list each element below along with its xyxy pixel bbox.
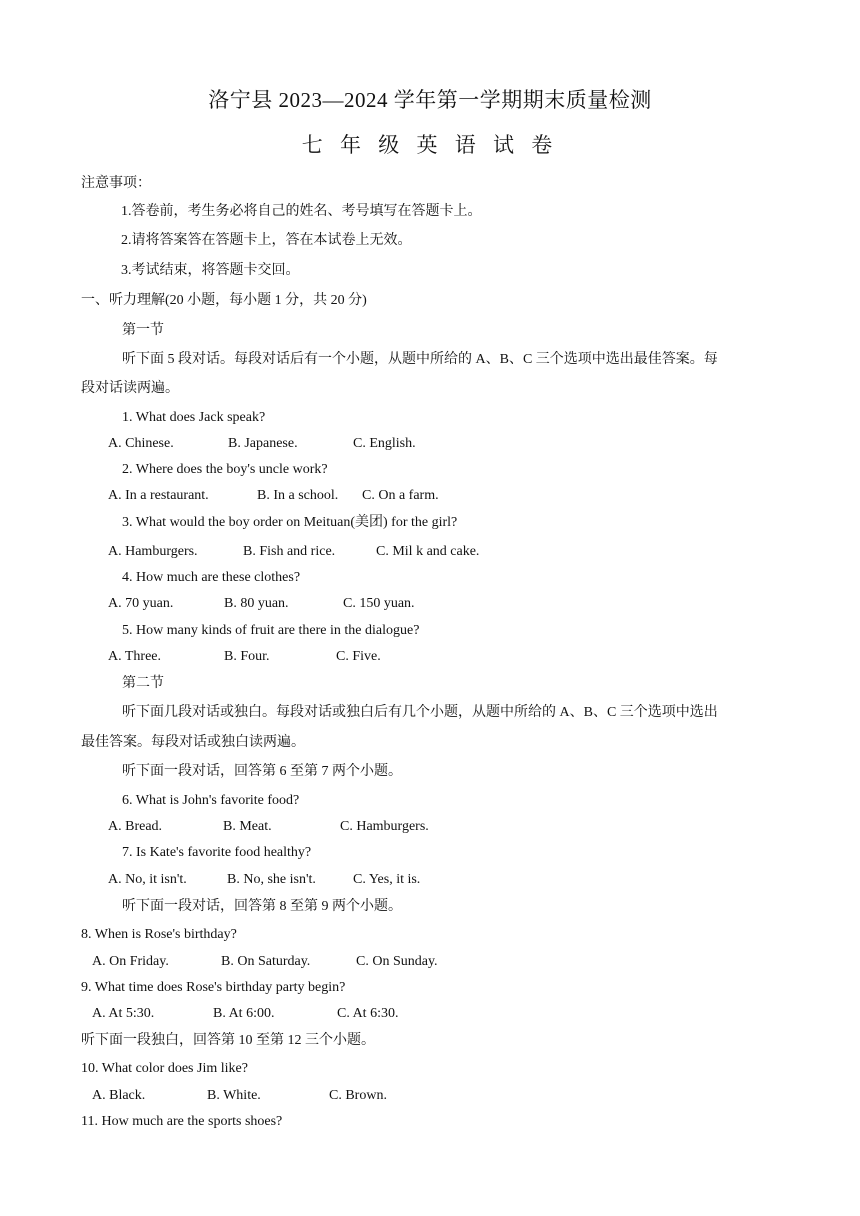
exam-title: 洛宁县 2023—2024 学年第一学期期末质量检测 <box>208 88 652 112</box>
option-a: A. No, it isn't. <box>108 872 187 887</box>
part1-instruction-a: 听下面 5 段对话。每段对话后有一个小题，从题中所给的 A、B、C 三个选项中选出最佳答案。每 <box>122 352 718 367</box>
option-a: A. Chinese. <box>108 436 174 451</box>
option-c: C. 150 yuan. <box>343 596 415 611</box>
note-item-1: 1.答卷前，考生务必将自己的姓名、考号填写在答题卡上。 <box>121 204 482 219</box>
question-8: 8. When is Rose's birthday? <box>81 927 237 942</box>
option-c: C. Yes, it is. <box>353 872 421 887</box>
option-b: B. 80 yuan. <box>224 596 289 611</box>
part1-label: 第一节 <box>122 323 164 338</box>
question-7: 7. Is Kate's favorite food healthy? <box>122 845 312 860</box>
option-a: A. 70 yuan. <box>108 596 174 611</box>
question-11: 11. How much are the sports shoes? <box>81 1114 283 1129</box>
option-b: B. Japanese. <box>228 436 298 451</box>
option-a: A. Black. <box>92 1088 146 1103</box>
option-b: B. In a school. <box>257 488 339 503</box>
part2-label: 第二节 <box>122 676 164 691</box>
part2-instruction-b: 最佳答案。每段对话或独白读两遍。 <box>81 735 305 750</box>
option-a: A. Three. <box>108 649 161 664</box>
notes-heading: 注意事项： <box>81 176 151 191</box>
monologue-10-12-instruction: 听下面一段独白，回答第 10 至第 12 三个小题。 <box>81 1033 375 1048</box>
option-b: B. Fish and rice. <box>243 544 336 559</box>
option-b: B. No, she isn't. <box>227 872 316 887</box>
option-c: C. English. <box>353 436 416 451</box>
part1-instruction-b: 段对话读两遍。 <box>81 381 179 396</box>
option-c: C. On a farm. <box>362 488 439 503</box>
question-10: 10. What color does Jim like? <box>81 1061 248 1076</box>
section-heading: 一、听力理解(20 小题，每小题 1 分，共 20 分) <box>81 293 367 308</box>
question-4: 4. How much are these clothes? <box>122 570 301 585</box>
option-b: B. Four. <box>224 649 270 664</box>
option-b: B. White. <box>207 1088 261 1103</box>
option-c: C. On Sunday. <box>356 954 438 969</box>
option-b: B. On Saturday. <box>221 954 311 969</box>
question-3: 3. What would the boy order on Meituan(美团) for the girl? <box>122 515 458 530</box>
dialogue-8-9-instruction: 听下面一段对话，回答第 8 至第 9 两个小题。 <box>122 899 402 914</box>
option-b: B. At 6:00. <box>213 1006 275 1021</box>
option-a: A. Bread. <box>108 819 163 834</box>
question-6: 6. What is John's favorite food? <box>122 793 300 808</box>
dialogue-6-7-instruction: 听下面一段对话，回答第 6 至第 7 两个小题。 <box>122 764 402 779</box>
note-item-2: 2.请将答案答在答题卡上，答在本试卷上无效。 <box>121 233 412 248</box>
option-c: C. Brown. <box>329 1088 387 1103</box>
question-2: 2. Where does the boy's uncle work? <box>122 462 328 477</box>
option-b: B. Meat. <box>223 819 272 834</box>
part2-instruction-a: 听下面几段对话或独白。每段对话或独白后有几个小题，从题中所给的 A、B、C 三个选项中选出 <box>122 705 718 720</box>
question-5: 5. How many kinds of fruit are there in the dialogue? <box>122 623 420 638</box>
note-item-3: 3.考试结束，将答题卡交回。 <box>121 263 300 278</box>
option-a: A. In a restaurant. <box>108 488 209 503</box>
question-9: 9. What time does Rose's birthday party begin? <box>81 980 346 995</box>
option-c: C. Mil k and cake. <box>376 544 480 559</box>
option-c: C. At 6:30. <box>337 1006 399 1021</box>
option-c: C. Five. <box>336 649 381 664</box>
option-a: A. Hamburgers. <box>108 544 198 559</box>
exam-subtitle: 七 年 级 英 语 试 卷 <box>301 133 559 157</box>
option-a: A. At 5:30. <box>92 1006 155 1021</box>
option-a: A. On Friday. <box>92 954 169 969</box>
question-1: 1. What does Jack speak? <box>122 410 266 425</box>
option-c: C. Hamburgers. <box>340 819 429 834</box>
